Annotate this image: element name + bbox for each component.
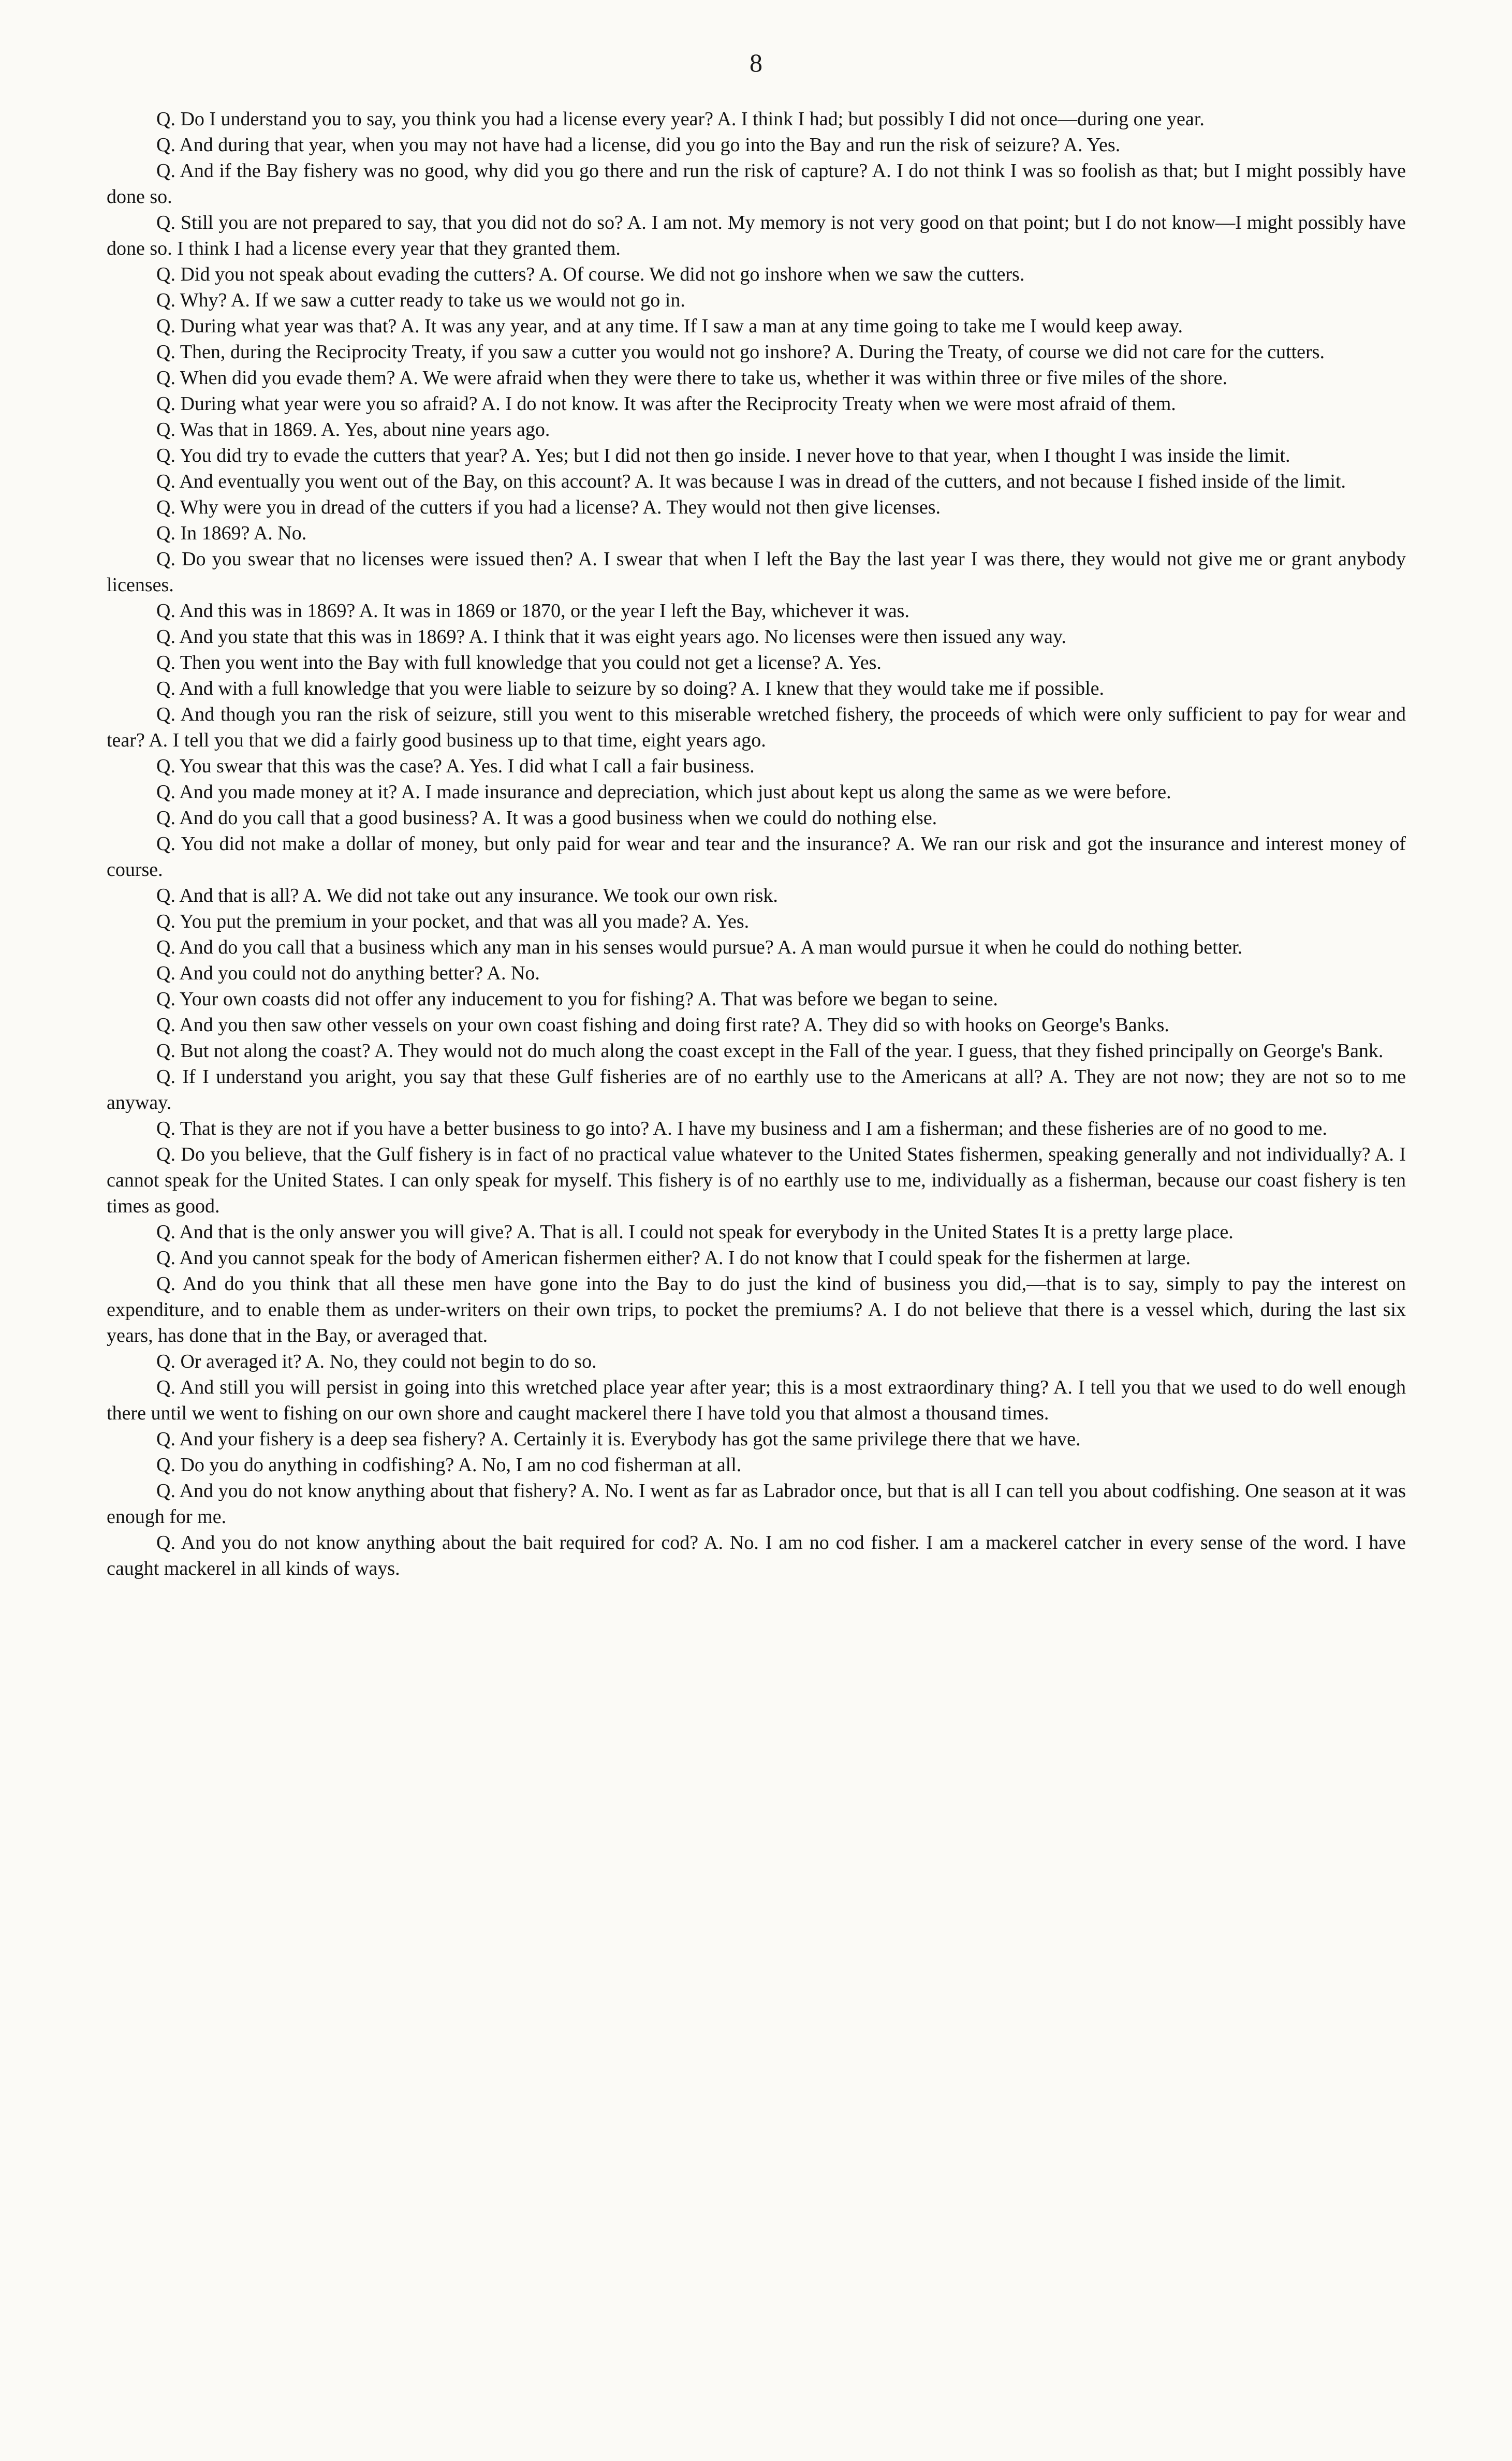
qa-paragraph: Q. Did you not speak about evading the cutters? A. Of course. We did not go inshore when we saw the cutters. [156, 263, 1025, 285]
qa-paragraph: Q. Your own coasts did not offer any inducement to you for fishing? A. That was before we began to seine. [156, 988, 998, 1010]
qa-paragraph: Q. And this was in 1869? A. It was in 1869 or 1870, or the year I left the Bay, whichever it was. [156, 600, 909, 622]
qa-paragraph: Q. When did you evade them? A. We were afraid when they were there to take us, whether it was within three or five miles of the shore. [156, 367, 1228, 389]
testimony-text [107, 106, 1406, 1581]
qa-paragraph: Q. And that is the only answer you will give? A. That is all. I could not speak for everybody in the United States It is a pretty large place. [156, 1221, 1234, 1243]
page-number: 8 [750, 48, 762, 77]
qa-paragraph: Q. And your fishery is a deep sea fishery? A. Certainly it is. Everybody has got the same privilege there that we have. [156, 1428, 1081, 1450]
qa-paragraph: Q. And you then saw other vessels on your own coast fishing and doing first rate? A. They did so with hooks on George's Banks. [156, 1014, 1169, 1036]
qa-paragraph: Q. And during that year, when you may not have had a license, did you go into the Bay and run the risk of seizure? A. Yes. [156, 134, 1121, 156]
qa-paragraph: Q. And do you think that all these men have gone into the Bay to do just the kind of business you did,—that is to say, simply to pay the interest on expenditure, and to enable them as under-writers on their own trips, to pocket the premiums? A. I do not believe that there is a vessel which, during the last six years, has done that in the Bay, or averaged that. [107, 1273, 1406, 1346]
qa-paragraph: Q. And you cannot speak for the body of American fishermen either? A. I do not know that I could speak for the fishermen at large. [156, 1247, 1191, 1269]
qa-paragraph: Q. You did not make a dollar of money, but only paid for wear and tear and the insurance? A. We ran our risk and got the insurance and interest money of course. [107, 833, 1406, 881]
qa-paragraph: Q. You put the premium in your pocket, and that was all you made? A. Yes. [156, 911, 750, 932]
qa-paragraph: Q. Why? A. If we saw a cutter ready to take us we would not go in. [156, 289, 685, 311]
qa-paragraph: Q. And do you call that a business which any man in his senses would pursue? A. A man would pursue it when he could do nothing better. [156, 936, 1243, 958]
qa-paragraph: Q. During what year was that? A. It was any year, and at any time. If I saw a man at any time going to take me I would keep away. [156, 315, 1183, 337]
qa-paragraph: Q. If I understand you aright, you say that these Gulf fisheries are of no earthly use to the Americans at all? A. They are not now; they are not so to me anyway. [107, 1066, 1406, 1114]
qa-paragraph: Q. And you do not know anything about the bait required for cod? A. No. I am no cod fisher. I am a mackerel catcher in every sense of the word. I have caught mackerel in all kinds of ways. [107, 1532, 1406, 1579]
qa-paragraph: Q. Why were you in dread of the cutters if you had a license? A. They would not then give licenses. [156, 496, 941, 518]
qa-paragraph: Q. And with a full knowledge that you were liable to seizure by so doing? A. I knew that they would take me if possible. [156, 678, 1104, 699]
qa-paragraph: Q. Was that in 1869. A. Yes, about nine years ago. [156, 419, 550, 441]
qa-paragraph: Q. And still you will persist in going into this wretched place year after year; this is a most extraordinary thing? A. I tell you that we used to do well enough there until we went to fishing on our own shore and caught mackerel there I have told you that almost a thousand times. [107, 1376, 1406, 1424]
qa-paragraph: Q. That is they are not if you have a better business to go into? A. I have my business and I am a fisherman; and these fisheries are of no good to me. [156, 1118, 1327, 1139]
qa-paragraph: Q. Do you swear that no licenses were issued then? A. I swear that when I left the Bay the last year I was there, they would not give me or grant anybody licenses. [107, 548, 1406, 596]
qa-paragraph: Q. And though you ran the risk of seizure, still you went to this miserable wretched fishery, the proceeds of which were only sufficient to pay for wear and tear? A. I tell you that we did a fairly good business up to that time, eight years ago. [107, 704, 1406, 751]
qa-paragraph: Q. During what year were you so afraid? A. I do not know. It was after the Reciprocity Treaty when we were most afraid of them. [156, 393, 1176, 415]
qa-paragraph: Q. Do you believe, that the Gulf fishery is in fact of no practical value whatever to the United States fishermen, speaking generally and not individually? A. I cannot speak for the United States. I can only speak for myself. This fishery is of no earthly use to me, individually as a fisherman, because our coast fishery is ten times as good. [107, 1144, 1406, 1217]
qa-paragraph: Q. Do you do anything in codfishing? A. No, I am no cod fisherman at all. [156, 1454, 742, 1476]
qa-paragraph: Q. And eventually you went out of the Bay, on this account? A. It was because I was in dread of the cutters, and not because I fished inside of the limit. [156, 471, 1346, 492]
qa-paragraph: Q. Do I understand you to say, you think you had a license every year? A. I think I had; but possibly I did not once—during one year. [156, 108, 1205, 130]
qa-paragraph: Q. And if the Bay fishery was no good, why did you go there and run the risk of capture? A. I do not think I was so foolish as that; but I might possibly have done so. [107, 160, 1406, 208]
qa-paragraph: Q. You swear that this was the case? A. Yes. I did what I call a fair business. [156, 755, 755, 777]
qa-paragraph: Q. And you state that this was in 1869? A. I think that it was eight years ago. No licenses were then issued any way. [156, 626, 1066, 648]
qa-paragraph: Q. And you made money at it? A. I made insurance and depreciation, which just about kept us along the same as we were before. [156, 781, 1171, 803]
qa-paragraph: Q. And do you call that a good business? A. It was a good business when we could do nothing else. [156, 807, 937, 829]
qa-paragraph: Q. But not along the coast? A. They would not do much along the coast except in the Fall of the year. I guess, that they fished principally on George's Bank. [156, 1040, 1384, 1062]
qa-paragraph: Q. Still you are not prepared to say, that you did not do so? A. I am not. My memory is not very good on that point; but I do not know—I might possibly have done so. I think I had a license every year that they granted them. [107, 212, 1406, 259]
qa-paragraph: Q. And you do not know anything about that fishery? A. No. I went as far as Labrador once, but that is all I can tell you about codfishing. One season at it was enough for me. [107, 1480, 1406, 1528]
qa-paragraph: Q. Then, during the Reciprocity Treaty, if you saw a cutter you would not go inshore? A. During the Treaty, of course we did not care for the cutters. [156, 341, 1325, 363]
qa-paragraph: Q. And you could not do anything better? A. No. [156, 962, 540, 984]
qa-paragraph: Q. Then you went into the Bay with full knowledge that you could not get a license? A. Yes. [156, 652, 882, 673]
qa-paragraph: Q. Or averaged it? A. No, they could not begin to do so. [156, 1351, 597, 1372]
qa-paragraph: Q. In 1869? A. No. [156, 522, 307, 544]
qa-paragraph: Q. You did try to evade the cutters that year? A. Yes; but I did not then go inside. I never hove to that year, when I thought I was inside the limit. [156, 445, 1290, 466]
qa-paragraph: Q. And that is all? A. We did not take out any insurance. We took our own risk. [156, 885, 778, 906]
